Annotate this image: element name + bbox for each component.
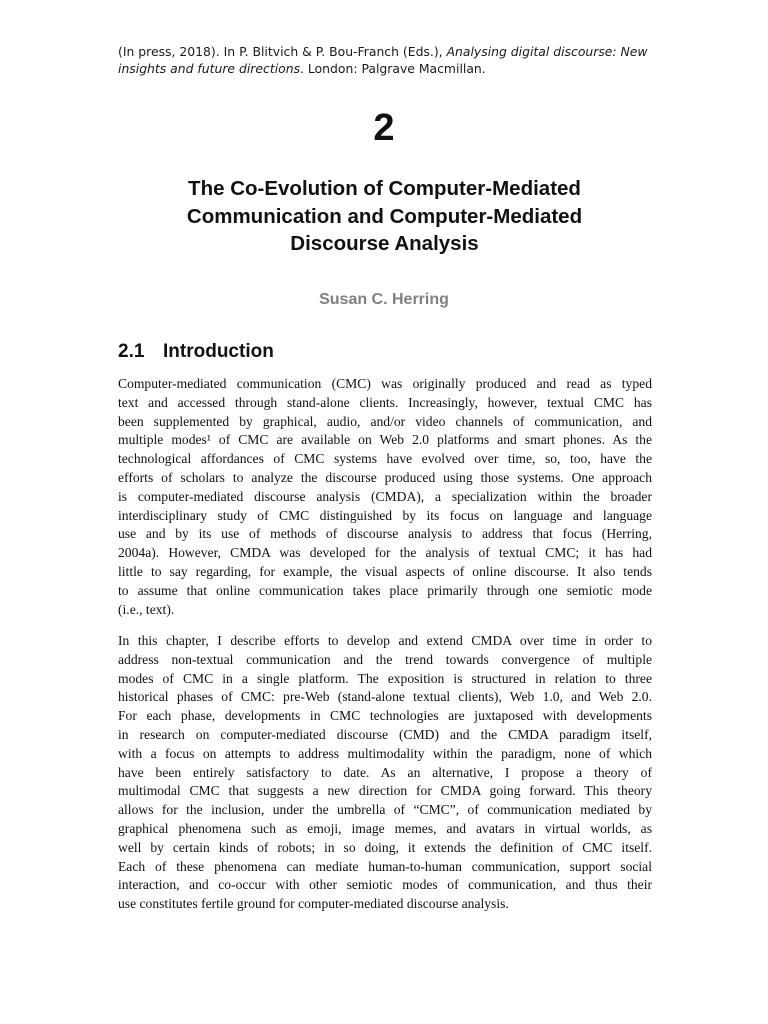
paragraph-line: graphical phenomena such as emoji, image memes, and avatars in virtual worlds, as (118, 820, 652, 836)
chapter-number: 2 (373, 107, 395, 149)
section-title: Introduction (163, 341, 274, 362)
paragraph-line: For each phase, developments in CMC technologies are juxtaposed with developments (118, 708, 652, 724)
paragraph-line: to assume that online communication takes place primarily through one semiotic mode (118, 582, 652, 598)
paragraph-line: technological affordances of CMC systems have evolved over time, so, too, have the (118, 451, 652, 467)
chapter-title (118, 175, 651, 258)
paragraph-line: efforts of scholars to analyze the discourse produced using those systems. One approach (118, 469, 652, 485)
section-number: 2.1 (118, 341, 145, 362)
paragraph-line: is computer-mediated discourse analysis (CMDA), a specialization within the broader (118, 488, 652, 504)
citation-prefix: (In press, 2018). In P. Blitvich & P. Bou-Franch (Eds.), (118, 44, 447, 59)
citation-suffix: . London: Palgrave Macmillan. (300, 61, 486, 76)
paragraph-line: use constitutes fertile ground for computer-mediated discourse analysis. (118, 896, 509, 912)
paragraph-line: use and by its use of methods of discourse analysis to address that focus (Herring, (118, 526, 652, 542)
paragraph-line: in research on computer-mediated discourse (CMD) and the CMDA paradigm itself, (118, 726, 652, 742)
paragraph-line: address non-textual communication and the trend towards convergence of multiple (118, 651, 652, 667)
paragraph-line: interdisciplinary study of CMC distinguished by its focus on language and language (118, 507, 652, 523)
paragraph-line: been supplemented by graphical, audio, and/or video channels of communication, and (118, 413, 652, 429)
paragraph-line: interaction, and co-occur with other semiotic modes of communication, and thus their (118, 877, 652, 893)
paragraph-line: modes of CMC in a single platform. The exposition is structured in relation to three (118, 670, 652, 686)
paragraph-line: text and accessed through stand-alone clients. Increasingly, however, textual CMC has (118, 394, 652, 410)
paragraph-line: Computer-mediated communication (CMC) was originally produced and read as typed (118, 376, 652, 391)
paragraph-line: 2004a). However, CMDA was developed for the analysis of textual CMC; it has had (118, 545, 652, 561)
paragraph-line: allows for the inclusion, under the umbrella of “CMC”, of communication mediated by (118, 802, 652, 818)
paragraph-line: multimodal CMC that suggests a new direction for CMDA going forward. This theory (118, 783, 652, 799)
paragraph-line: multiple modes¹ of CMC are available on Web 2.0 platforms and smart phones. As the (118, 432, 652, 448)
paragraph-line: little to say regarding, for example, the visual aspects of online discourse. It also tends (118, 563, 652, 579)
author-name: Susan C. Herring (319, 291, 449, 308)
paragraph-line: have been entirely satisfactory to date. As an alternative, I propose a theory of (118, 764, 652, 780)
paragraph-line: with a focus on attempts to address multimodality within the paradigm, none of which (118, 745, 652, 761)
chapter-title-line: Discourse Analysis (290, 232, 479, 255)
chapter-title-line: The Co-Evolution of Computer-Mediated (188, 177, 581, 200)
paragraph-line: In this chapter, I describe efforts to develop and extend CMDA over time in order to (118, 633, 652, 648)
citation-book-title: Analysing digital discourse: New insights and future directions (118, 44, 648, 76)
body-paragraph (118, 375, 652, 619)
paragraph-line: well by certain kinds of robots; in so doing, it extends the definition of CMC itself. (118, 839, 652, 855)
chapter-title-line: Communication and Computer-Mediated (186, 204, 583, 228)
paragraph-line: Each of these phenomena can mediate human-to-human communication, support social (118, 858, 652, 874)
paragraph-line: historical phases of CMC: pre-Web (stand-alone textual clients), Web 1.0, and Web 2.0. (118, 689, 652, 705)
paragraph-line: (i.e., text). (118, 601, 175, 617)
citation-header (118, 43, 678, 77)
body-paragraph (118, 632, 652, 914)
section-heading (118, 339, 274, 365)
